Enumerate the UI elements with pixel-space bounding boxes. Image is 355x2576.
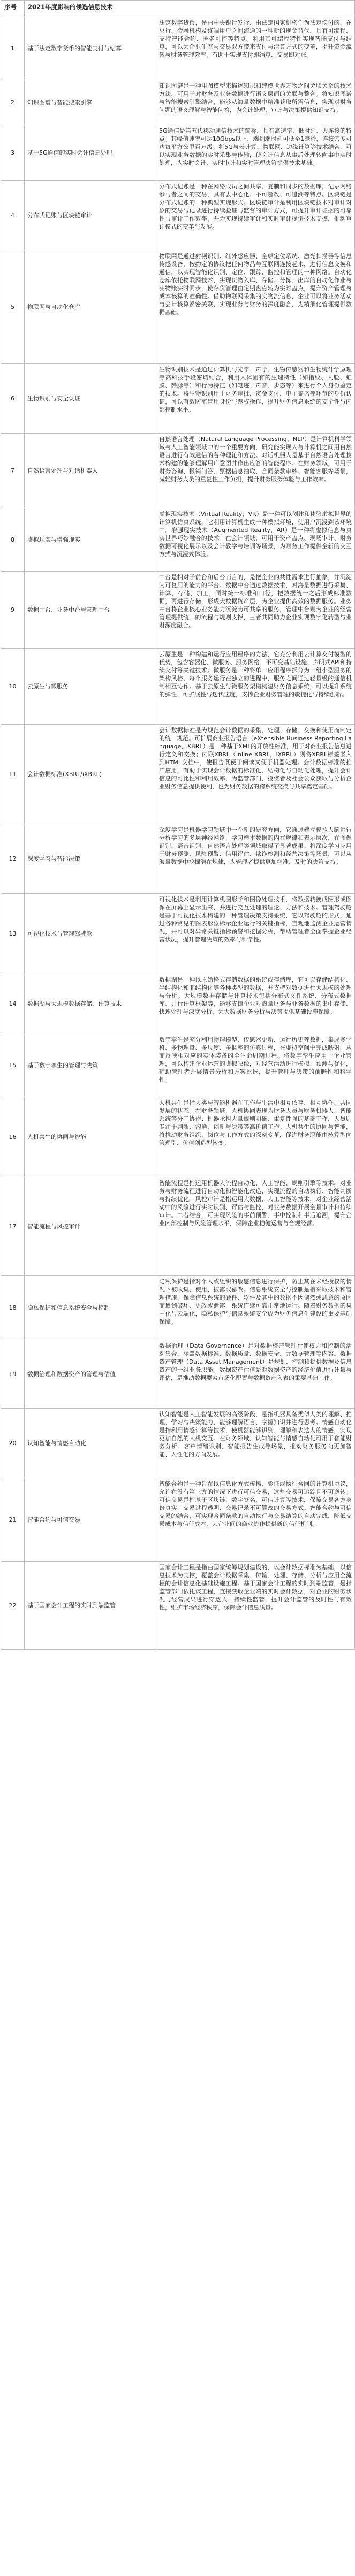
technology-name: 数据治理和数据资产的管理与估值 [25, 1340, 156, 1409]
technology-description: 智能合约是一种旨在以信息化方式传播、验证或执行合同的计算机协议，允许在没有第三方的情况下进行可信交易，这些交易可追踪且不可逆转。可信交易是指基于区块链、数字签名、可信计算等技术，保障交易各方身份真实、交易过程透明、交易记录不可篡改的交易方式。智能合约与可信交易的结合，可实现合同条款的自动执行与交易结算的自动完成，降低交易成本与信任成本，为企业间的商业协作提供新的信任机制。 [156, 1478, 355, 1562]
technology-description: 自然语言处理（Natural Language Processing，NLP）是计算机科学领域与人工智能领域中的一个重要方向，研究能实现人与计算机之间用自然语言进行有效通信的各种理论和方法。对话机器人是基于自然语言处理技术构建的能够理解用户意图并作出应答的智能程序。在财务领域，可用于财务咨询、报销问答、票据信息抽取、合同条款审核、智能客服等场景，减轻财务人员的重复性工作负担，提升财务服务体验与工作效率。 [156, 434, 355, 508]
tech-table [1, 0, 355, 1650]
row-number: 16 [1, 1097, 25, 1177]
technology-name: 数据中台、业务中台与管理中台 [25, 572, 156, 649]
row-number: 7 [1, 434, 25, 508]
technology-name: 基于数字孪生的管理与决策 [25, 1034, 156, 1097]
table-header-row [1, 1, 355, 17]
header-tech: 2021年度影响的候选信息技术 [25, 1, 355, 17]
technology-name: 物联网与自动化仓库 [25, 250, 156, 364]
table-body [1, 17, 355, 1650]
row-number: 20 [1, 1409, 25, 1478]
technology-name: 可视化技术与管理驾驶舱 [25, 894, 156, 974]
technology-name: 隐私保护和信息系统安全与控制 [25, 1276, 156, 1340]
row-number: 22 [1, 1562, 25, 1650]
row-number: 14 [1, 974, 25, 1034]
technology-description: 深度学习是机器学习领域中一个新的研究方向，它通过建立模拟人脑进行分析学习的多层神经网络，学习样本数据的内在规律和表示层次，在图像识别、语音识别、自然语言处理等领域取得了显著成果。将深度学习应用于财务预测、风险预警、信用评估、欺诈检测和经营决策等场景，可以从海量数据中挖掘潜在规律，为管理者提供更加精准、及时的决策支持。 [156, 824, 355, 894]
table-row [1, 250, 355, 364]
technology-description: 国家会计工程是指由国家统筹规划建设的，以会计数据标准为基础，以信息技术为支撑，覆盖会计数据采集、传输、处理、存储、分析与应用全流程的会计信息化基础设施工程。基于国家会计工程的实时到端监管，是指监管部门依托该工程，直接获取企业端的实时会计数据，对企业的财务状况与经营成果进行穿透式、持续性监管，提升会计监管的及时性与有效性，维护市场经济秩序，保障会计信息质量。 [156, 1562, 355, 1650]
row-number: 15 [1, 1034, 25, 1097]
technology-description: 知识图谱是一种用图模型来描述知识和建模世界万物之间关联关系的技术方法，可用于对财务及业务数据进行语义层面的关联与整合。将知识图谱与智能搜索引擎结合，能够从海量数据中精准获取所需信息，实现对财务问题的语义理解与智能问答，为会计处理、审计与决策提供知识支持。 [156, 80, 355, 125]
technology-description: 法定数字货币，是由中央银行发行、由法定国家机构作为法定偿付的，在央行、金融机构及终端用户之间流通的一种新的现金替代，具有可编程、支持智能合约、匿名可控等特点。利用其可编程特性实现智能支付与结算，可以为企业生态与交易双方带来支付与清算方式的变革，提升资金流转与财务管理效率，有助于实现支付即结算、交易即对账。 [156, 17, 355, 80]
technology-description: 数据湖是一种以原始格式存储数据的系统或存储库，它可以存储结构化、半结构化和非结构化等各种类型的数据，并支持对数据进行大规模的处理与分析。大规模数据存储与计算技术包括分布式文件系统、分布式数据库、并行计算框架等，能够支撑企业对海量财务与业务数据的集中存储、快速处理与深度分析，为大数据财务分析与决策提供基础设施保障。 [156, 974, 355, 1034]
table-row [1, 649, 355, 725]
row-number: 5 [1, 250, 25, 364]
table-row [1, 1276, 355, 1340]
technology-description: 中台是相对于前台和后台而言的，是把企业的共性需求进行抽象，并沉淀为可复用的能力的平台。数据中台通过数据技术，对海量数据进行采集、计算、存储、加工，同时统一标准和口径，把数据统一之后形成标准数据，再进行存储，形成大数据资产层，为企业提供高效的数据服务。业务中台将企业核心业务能力沉淀为可共享的服务，管理中台则为企业的经营管理提供统一的流程与规则支撑，三者共同助力企业实现数字化转型与业财深度融合。 [156, 572, 355, 649]
technology-name: 基于国家会计工程的实时到端监管 [25, 1562, 156, 1650]
table-row [1, 434, 355, 508]
technology-name: 虚拟现实与增强现实 [25, 508, 156, 572]
technology-description: 可视化技术是利用计算机图形学和图像处理技术，将数据转换成图形或图像在屏幕上显示出来，并进行交互处理的理论、方法和技术。管理驾驶舱是基于可视化技术构建的一种管理决策支持系统，它以驾驶舱的形式，通过各种常见的图表形象标示企业运行的关键指标，直观地监测企业运营情况，并可以对异常关键指标预警和挖掘分析，帮助管理者全面掌握企业经营状况，提升管理决策的效率与科学性。 [156, 894, 355, 974]
table-row [1, 1177, 355, 1276]
table-row [1, 125, 355, 181]
technology-name: 知识图谱与智能搜索引擎 [25, 80, 156, 125]
technology-description: 虚拟现实技术（Virtual Reality，VR）是一种可以创建和体验虚拟世界的计算机仿真系统，它利用计算机生成一种模拟环境，使用户沉浸到该环境中。增强现实技术（Augmented Reality，AR）是一种将虚拟信息与真实世界巧妙融合的技术。在会计领域，可用于资产盘点、现场审计、财务数据可视化展示以及会计教学与培训等场景，为财务工作提供全新的交互方式与沉浸式体验。 [156, 508, 355, 572]
row-number: 10 [1, 649, 25, 725]
technology-name: 生物识别与安全认证 [25, 364, 156, 434]
row-number: 21 [1, 1478, 25, 1562]
table-row [1, 572, 355, 649]
technology-description: 智能流程是指运用机器人流程自动化、人工智能、规则引擎等技术，对业务与财务流程进行自动化和智能化改造，实现流程的自动执行、智能判断与持续优化。风控审计是指运用大数据、人工智能等技术，对企业经营活动中的风险进行实时识别、评估与监控，对业务数据开展全量审计和持续审计。二者结合，可实现风险的事前预警、事中控制和事后追溯，提升企业内部控制与风险管理水平，保障企业稳健运营与合规经营。 [156, 1177, 355, 1276]
technology-description: 隐私保护是指对个人或组织的敏感信息进行保护，防止其在未经授权的情况下被收集、使用、披露或篡改。信息系统安全与控制是指采取技术和管理措施，保障信息系统的硬件、软件及其中的数据不因偶然或恶意的原因而遭到破坏、更改或泄露，系统连续可靠正常地运行。随着财务数据的集中化与云端化，隐私保护与信息系统安全成为财务信息化建设的重要基础保障。 [156, 1276, 355, 1340]
technology-name: 基于5G通信的实时会计信息处理 [25, 125, 156, 181]
row-number: 18 [1, 1276, 25, 1340]
table-row [1, 80, 355, 125]
technology-name: 自然语言处理与对话机器人 [25, 434, 156, 508]
technology-description: 数据治理（Data Governance）是对数据资产管理行使权力和控制的活动集合，涵盖数据标准、数据质量、数据安全、元数据管理等内容。数据资产管理（Data Asset Management）是规划、控制和提供数据及信息资产的一组业务职能。数据资产估值是对数据资产的经济价值进行计量与评估，是推动数据要素市场化配置与数据资产入表的重要基础工作。 [156, 1340, 355, 1409]
row-number: 17 [1, 1177, 25, 1276]
technology-name: 人机共生的协同与智能 [25, 1097, 156, 1177]
row-number: 19 [1, 1340, 25, 1409]
table-row [1, 364, 355, 434]
row-number: 13 [1, 894, 25, 974]
technology-description: 5G通信是第五代移动通信技术的简称，具有高速率、低时延、大连接的特点。其峰值速率可达10Gbps以上，端到端时延可低至1毫秒，连接密度可达每平方公里百万级。将5G与云计算、物联网、边缘计算等技术结合，可以实现业务数据的实时采集与传输，使会计信息从事后处理转向事中实时处理，为实时会计、实时审计和实时管理决策提供技术基础。 [156, 125, 355, 181]
table-row [1, 1562, 355, 1650]
table-row [1, 17, 355, 80]
row-number: 11 [1, 725, 25, 824]
table-row [1, 508, 355, 572]
technology-description: 物联网是通过射频识别、红外感应器、全球定位系统、激光扫描器等信息传感设备，按约定的协议把任何物品与互联网连接起来，进行信息交换和通信，以实现智能化识别、定位、跟踪、监控和管理的一种网络。自动化仓库依托物联网技术，实现货物入库、存储、分拣、出库的自动化作业与实物账实时同步，使存货管理由定期盘点转为实时盘点，提升资产管理与成本核算的准确性。借助物联网采集的实物流信息，企业可以将业务活动与会计核算紧密关联，实现业务与财务的深度融合，为精细化管理提供数据基础。 [156, 250, 355, 364]
table-row [1, 1097, 355, 1177]
technology-description: 认知智能是人工智能发展的高级阶段，是指机器具备类似人类的理解、推理、学习与决策能力，能够理解语言、掌握知识并进行思考。情感自动化是指利用情感计算等技术，使机器能够识别、理解和表达人的情感，实现更加自然的人机交互。在财务领域，认知智能与情感自动化可用于智能财务分析、客户情绪识别、智能报告生成等场景，推动财务服务向更加智能、人性化的方向发展。 [156, 1409, 355, 1478]
technology-name: 深度学习与智能决策 [25, 824, 156, 894]
row-number: 2 [1, 80, 25, 125]
technology-name: 云原生与微服务 [25, 649, 156, 725]
technology-name: 会计数据标准(XBRL/iXBRL) [25, 725, 156, 824]
row-number: 8 [1, 508, 25, 572]
row-number: 3 [1, 125, 25, 181]
table-row [1, 725, 355, 824]
table-row [1, 894, 355, 974]
row-number: 6 [1, 364, 25, 434]
header-num: 序号 [1, 1, 25, 17]
technology-description: 数字孪生是充分利用物理模型、传感器更新、运行历史等数据，集成多学科、多物理量、多尺度、多概率的仿真过程，在虚拟空间中完成映射，从而反映相对应的实体装备的全生命周期过程。将数字孪生应用于企业管理，可以构建企业运营的虚拟映像，对经营活动进行模拟、预测与优化，辅助管理者开展情景分析和方案比选，提升管理与决策的前瞻性和科学性。 [156, 1034, 355, 1097]
technology-description: 云原生是一种构建和运行应用程序的方法，它充分利用云计算交付模型的优势，包含容器化、微服务、服务网格、不可变基础设施、声明式API和持续交付等关键技术。微服务是一种将单一应用程序拆分为一组小型服务的架构风格，每个服务运行在独立的进程中，服务之间通过轻量级的通信机制相互协作。基于云原生与微服务架构构建财务信息系统，可以提升系统的弹性、可扩展性与迭代速度，支撑企业财务管理的敏捷化与持续创新。 [156, 649, 355, 725]
row-number: 4 [1, 181, 25, 250]
technology-description: 分布式记账是一种在网络成员之间共享、复制和同步的数据库，记录网络参与者之间的交易，具有去中心化、不可篡改、可追溯等特点。区块链是分布式记账的一种典型实现形式。区块链审计是利用区块链技术对审计对象的交易与记录进行持续验证与监督的审计方式，可提升审计证据的可靠性与审计工作效率，并为实现持续审计和实时审计提供技术支撑，推动审计模式的变革与发展。 [156, 181, 355, 250]
table-row [1, 824, 355, 894]
technology-name: 基于法定数字货币的智能支付与结算 [25, 17, 156, 80]
table-row [1, 1478, 355, 1562]
table-row [1, 181, 355, 250]
row-number: 9 [1, 572, 25, 649]
technology-name: 数据湖与大规模数据存储、计算技术 [25, 974, 156, 1034]
table-row [1, 1034, 355, 1097]
table-row [1, 1409, 355, 1478]
table-row [1, 1340, 355, 1409]
technology-name: 分布式记账与区块链审计 [25, 181, 156, 250]
technology-name: 认知智能与情感自动化 [25, 1409, 156, 1478]
table-row [1, 974, 355, 1034]
technology-name: 智能流程与风控审计 [25, 1177, 156, 1276]
technology-description: 人机共生是指人类与智能机器在工作与生活中相互依存、相互协作、共同发展的状态。在财务领域，人机协同表现为财务人员与财务机器人、智能系统等分工协作：机器承担大量规则明确、重复性强的基础工作，人员则专注于判断、沟通、创新与决策等高价值工作。人机共生的协同与智能，将推动财务组织、岗位与工作方式的深刻变革，促进财务职能由核算型向管理型、价值创造型转变。 [156, 1097, 355, 1177]
technology-description: 生物识别技术是通过计算机与光学、声学、生物传感器和生物统计学原理等高科技手段密切结合，利用人体固有的生理特性（如指纹、人脸、虹膜、静脉等）和行为特征（如笔迹、声音、步态等）来进行个人身份鉴定的技术。将生物识别用于财务审批、资金支付、电子签名等环节的身份认证，可以有效防范冒用身份与越权操作，提升财务信息系统的安全性与内部控制水平。 [156, 364, 355, 434]
row-number: 1 [1, 17, 25, 80]
row-number: 12 [1, 824, 25, 894]
technology-description: 会计数据标准是为规范会计数据的采集、处理、存储、交换和使用而制定的统一规范。可扩展商业报告语言（eXtensible Business Reporting Language，XBRL）是一种基于XML的开放性标准，用于对商业报告信息进行定义和交换；内联XBRL（Inline XBRL，iXBRL）则将XBRL标签嵌入到HTML文档中，使报告既便于阅读又便于机器处理。会计数据标准的推广应用，有助于实现会计数据的标准化、结构化与自动化处理，提升会计信息的可比性和利用效率，为监管部门、投资者及社会公众获取与分析企业财务信息提供便利，也为财务数据的跨系统交换与共享奠定基础。 [156, 725, 355, 824]
technology-name: 智能合约与可信交易 [25, 1478, 156, 1562]
